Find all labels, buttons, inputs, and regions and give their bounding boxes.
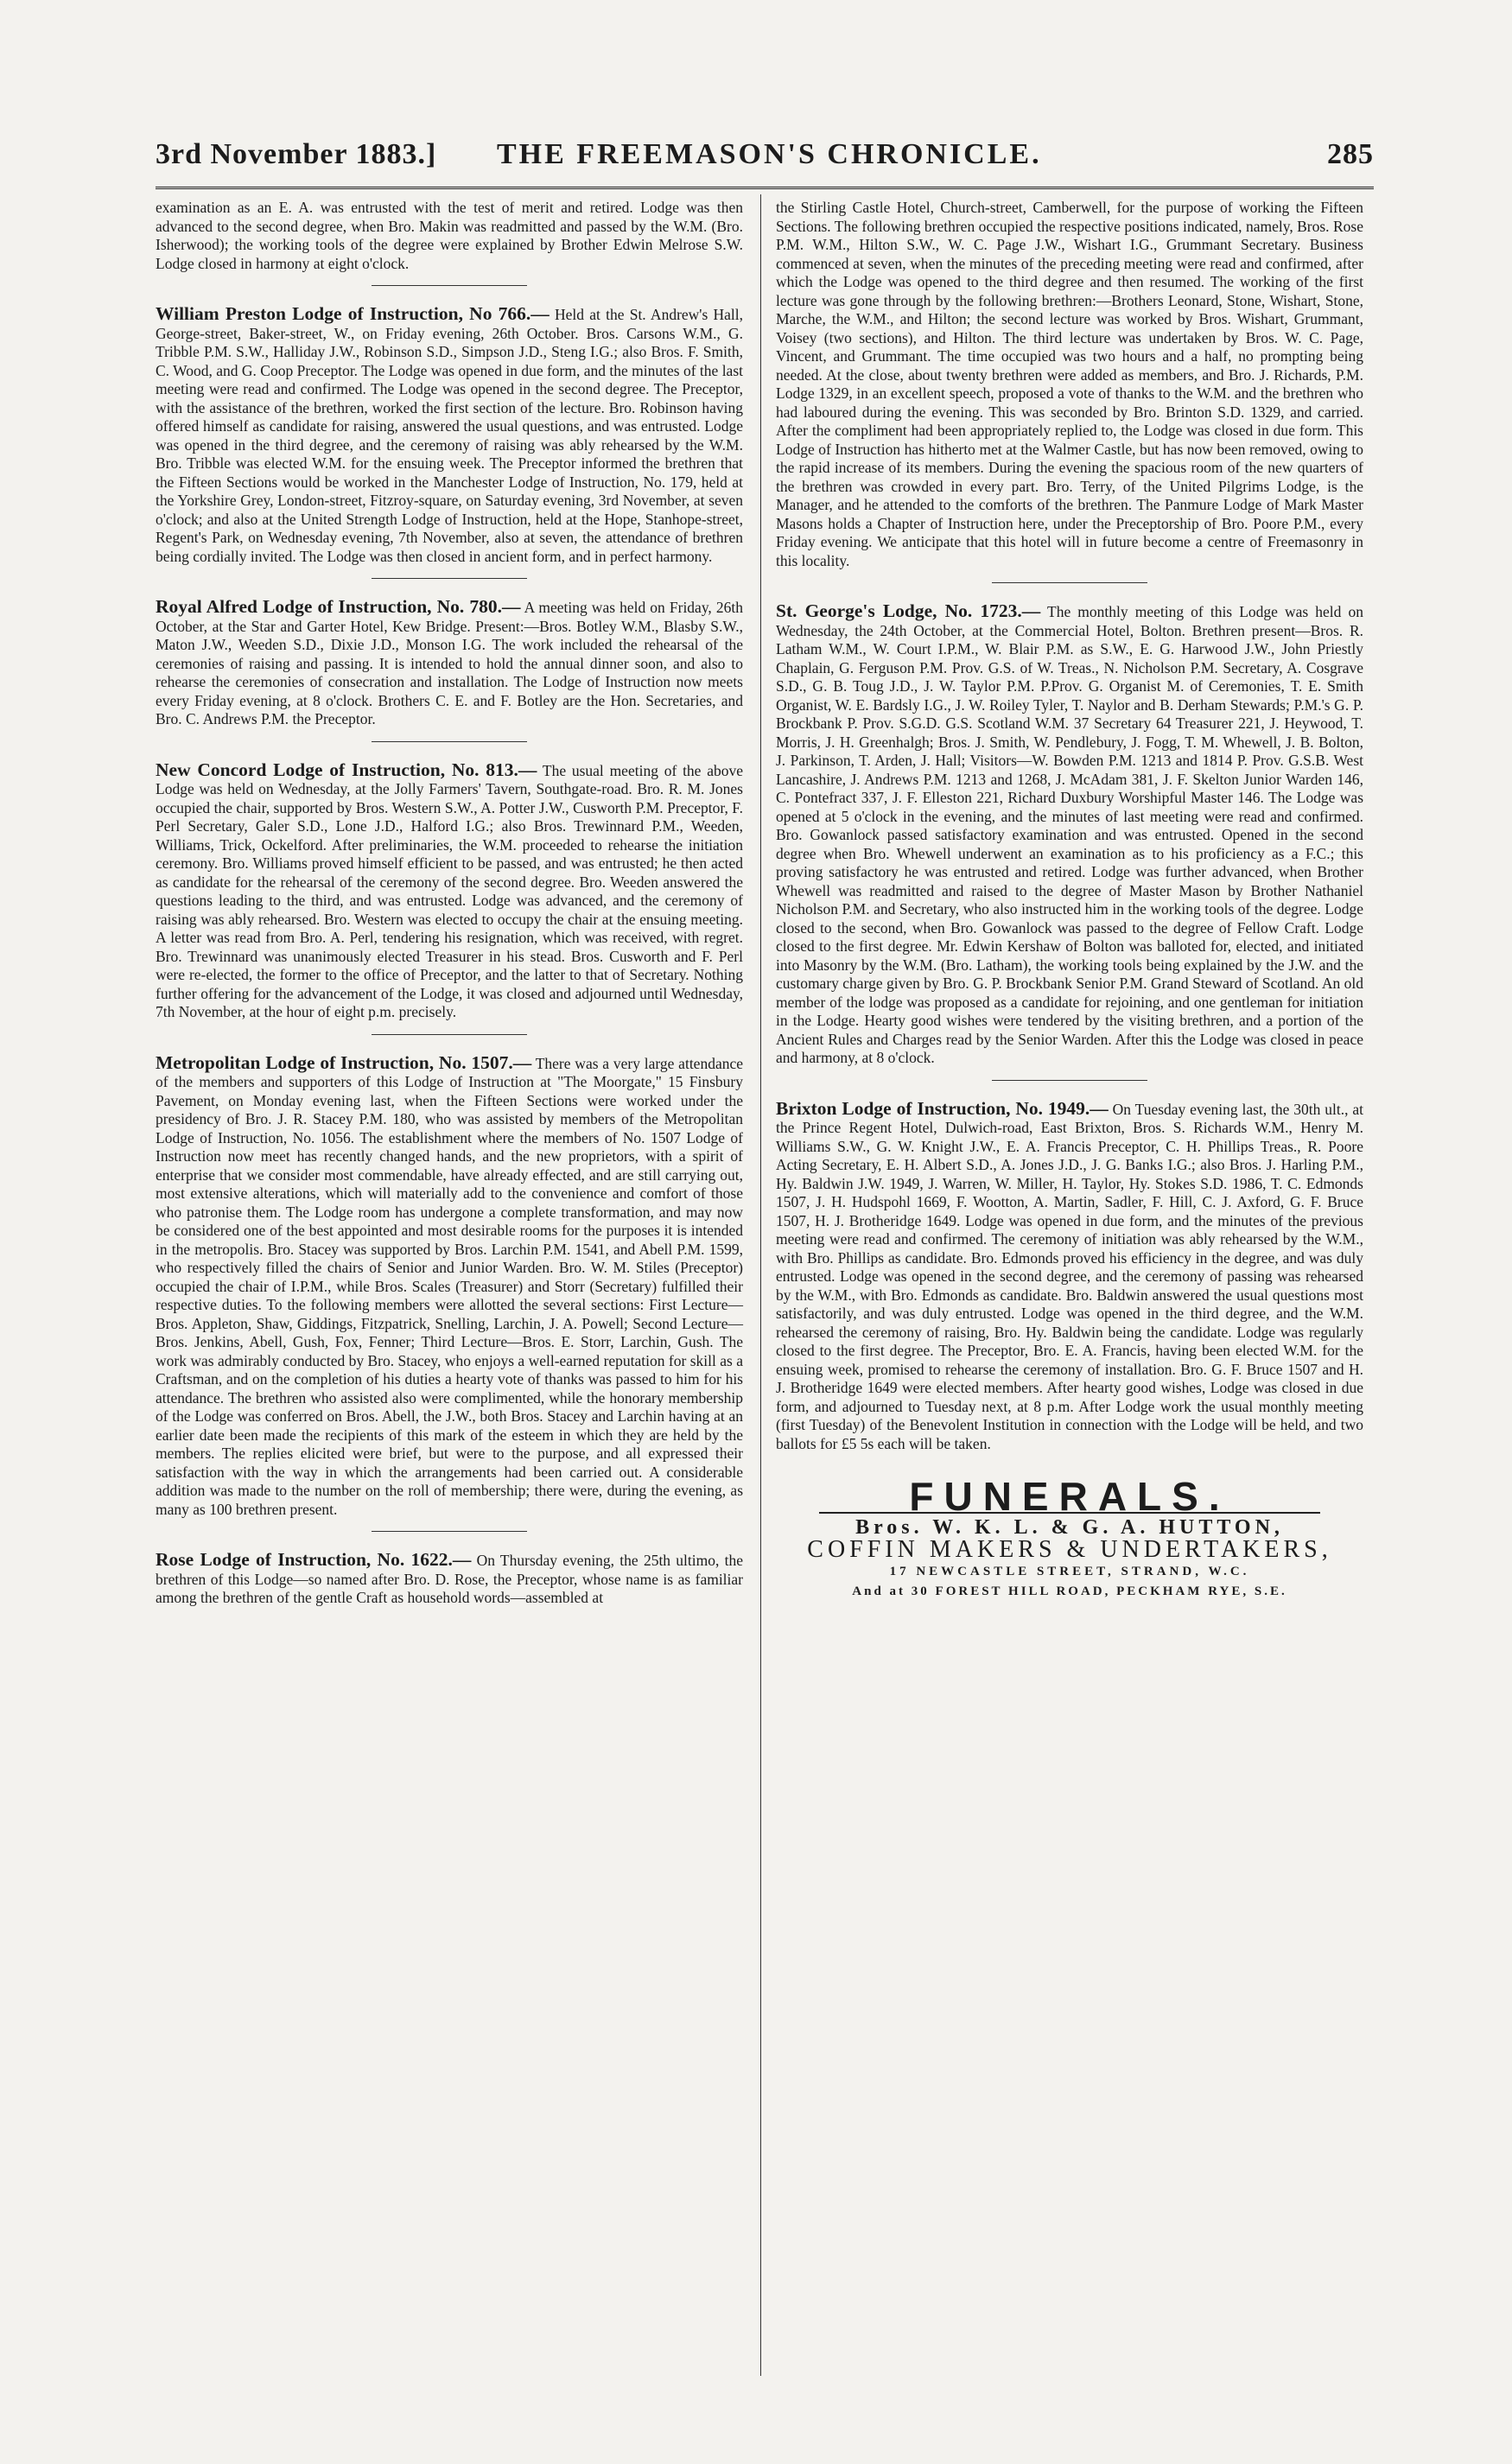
article-separator <box>992 582 1147 583</box>
issue-date: 3rd November 1883.] <box>156 138 437 170</box>
article-title: Metropolitan Lodge of Instruction, No. 1507.— <box>156 1051 532 1073</box>
article-rose-lodge <box>156 1551 743 1608</box>
article-separator <box>372 1034 527 1035</box>
article-body: The usual meeting of the above Lodge was held on Wednesday, at the Jolly Farmers' Tavern, Southgate-road. Bro. R. M. Jones occupied the chair, supported by Bros. Western S.W., A. Potter J.W., Cusworth P.M. Preceptor, F. Perl Secretary, Galer S.D., Lone J.D., Halford I.G.; also Bros. Trewinnard P.M., Weeden, Williams, Trick, Ockelford. After preliminaries, the W.M. proceeded to rehearse the initiation ceremony. Bro. Williams proved himself efficient to be passed, and was entrusted; he then acted as candidate for the rehearsal of the ceremony of the second degree. Bro. Weeden answered the questions leading to the third, and was entrusted. Lodge was advanced, and the ceremony of raising was ably rehearsed. Bro. Western was elected to occupy the chair at the ensuing meeting. A letter was read from Bro. A. Perl, tendering his resignation, which was received, with regret. Bro. Trewinnard was unanimously elected Treasurer in his stead. Bros. Cusworth and F. Perl were re-elected, the former to the office of Preceptor, and the latter to that of Secretary. Nothing further offering for the advancement of the Lodge, it was closed and adjourned until Wednesday, 7th November, at the hour of eight p.m. precisely. <box>156 761 744 1020</box>
funerals-advertisement <box>776 1474 1363 1602</box>
article-st-georges <box>776 602 1363 1068</box>
column-divider <box>760 194 761 2376</box>
article-title: Brixton Lodge of Instruction, No. 1949.— <box>776 1097 1109 1119</box>
article-body: Held at the St. Andrew's Hall, George-street, Baker-street, W., on Friday evening, 26th October. Bros. Carsons W.M., G. Tribble P.M. S.W., Halliday J.W., Robinson S.D., Simpson J.D., Steng I.G.; also Bros. F. Smith, C. Wood, and G. Coop Preceptor. The Lodge was opened in due form, and the minutes of the last meeting were read and confirmed. The Lodge was opened in the second degree. The Preceptor, with the assistance of the brethren, worked the first section of the lecture. Bro. Robinson having offered himself as candidate for raising, answered the usual questions, and was entrusted. Lodge was opened in the third degree, and the ceremony of raising was ably rehearsed by the W.M. Bro. Tribble was elected W.M. for the ensuing week. The Preceptor informed the brethren that the Fifteen Sections would be worked in the Manchester Lodge of Instruction, No. 179, held at the Yorkshire Grey, London-street, Fitzroy-square, on Saturday evening, 3rd November, at seven o'clock; and also at the United Strength Lodge of Instruction, held at the Hope, Stanhope-street, Regent's Park, on Wednesday evening, 7th November, also at seven, the attendance of brethren being cordially invited. The Lodge was then closed in ancient form, and in perfect harmony. <box>156 306 743 565</box>
publication-title: THE FREEMASON'S CHRONICLE. <box>497 138 1042 170</box>
article-separator <box>372 578 527 579</box>
article-title: New Concord Lodge of Instruction, No. 813.— <box>156 759 537 780</box>
advert-address-primary: 17 NEWCASTLE STREET, STRAND, W.C. <box>889 1564 1250 1578</box>
article-metropolitan <box>156 1051 743 1520</box>
article-brixton <box>776 1097 1364 1454</box>
advert-heading: FUNERALS. <box>909 1474 1230 1519</box>
article-body: On Thursday evening, the 25th ultimo, the brethren of this Lodge—so named after Bro. D. Rose, the Preceptor, whose name is as familiar among the brethren of the gentle Craft as household words—assembled at <box>156 1552 744 1606</box>
advert-firm-name: Bros. W. K. L. & G. A. HUTTON, <box>855 1515 1284 1539</box>
article-title: St. George's Lodge, No. 1723.— <box>776 600 1041 621</box>
article-separator <box>372 285 527 286</box>
header-rule <box>156 187 1374 189</box>
article-new-concord <box>156 761 743 1022</box>
article-body: There was a very large attendance of the members and supporters of this Lodge of Instruction at "The Moorgate," 15 Finsbury Pavement, on Monday evening last, when the Fifteen Sections were worked under the presidency of Bro. J. R. Stacey P.M. 180, who was assisted by members of the Metropolitan Lodge of Instruction, No. 1056. The establishment where the members of No. 1507 Lodge of Instruction now meet has recently changed hands, and the new proprietors, with a spirit of enterprise that we consider most commendable, have already effected, and are still carrying out, most extensive alterations, which will materially add to the convenience and comfort of those who patronise them. The Lodge room has undergone a complete transformation, and may now be considered one of the best appointed and most desirable rooms for the purposes it is intended in the metropolis. Bro. Stacey was supported by Bros. Larchin P.M. 1541, and Abell P.M. 1599, who respectively filled the chairs of Senior and Junior Warden. Bro. W. M. Stiles (Preceptor) occupied the chair of I.P.M., while Bros. Scales (Treasurer) and Storr (Secretary) fulfilled their respective duties. To the following members were allotted the several sections: First Lecture—Bros. Appleton, Shaw, Giddings, Fitzpatrick, Snelling, Larchin, J. A. Powell; Second Lecture—Bros. Jenkins, Abell, Gush, Fox, Fenner; Third Lecture—Bros. E. Storr, Larchin, Gush. The work was admirably conducted by Bro. Stacey, who enjoys a well-earned reputation for skill as a Craftsman, and on the completion of his duties a hearty vote of thanks was passed to him for his attendance. The brethren who assisted also were complimented, while the honorary membership of the Lodge was conferred on Bros. Abell, the J.W., both Bros. Stacey and Larchin having at an earlier date been made the recipients of this mark of the esteem in which they are held by the members. The replies elicited were brief, but were to the purpose, and all expressed their satisfaction with the way in which the arrangements had been carried out. A considerable addition was made to the number on the roll of membership; there were, during the evening, as many as 100 brethren present. <box>156 1054 743 1518</box>
article-separator <box>992 1080 1147 1081</box>
advert-address-secondary: And at 30 FOREST HILL ROAD, PECKHAM RYE, S.E. <box>852 1584 1287 1598</box>
masthead <box>156 130 1374 181</box>
article-title: Royal Alfred Lodge of Instruction, No. 780.— <box>156 596 521 617</box>
left-intro-paragraph: examination as an E. A. was entrusted with the test of merit and retired. Lodge was then advanced to the second degree, when Bro. Makin was readmitted and passed by the W.M. (Bro. Isherwood); the working tools of the degree were explained by Brother Edwin Melrose S.W. Lodge closed in harmony at eight o'clock. <box>156 199 743 272</box>
article-royal-alfred <box>156 598 743 729</box>
article-body: On Tuesday evening last, the 30th ult., at the Prince Regent Hotel, Dulwich-road, East Brixton, Bros. S. Richards W.M., Henry M. Williams S.W., G. W. Knight J.W., E. A. Francis Preceptor, C. H. Phillips Treas., R. Poore Acting Secretary, E. H. Albert S.D., A. Jones J.D., J. G. Banks I.G.; also Bros. J. Harling P.M., Hy. Baldwin J.W. 1949, J. Warren, W. Miller, H. Taylor, Hy. Stokes S.D. 1986, T. C. Edmonds 1507, J. H. Hudspohl 1669, F. Wootton, A. Martin, Sadler, F. Hill, C. J. Axford, G. F. Bruce 1507, H. J. Brotheridge 1649. Lodge was opened in due form, and the minutes of the previous meeting were read and confirmed. The ceremony of initiation was ably rehearsed by the W.M., with Bro. Phillips as candidate. Bro. Edmonds proved his efficiency in the degree, and was duly entrusted. Lodge was opened in the second degree, and the ceremony of passing was rehearsed by the W.M., with Bro. Edmonds as candidate. Bro. Baldwin answered the usual questions most satisfactorily, and was duly entrusted. Lodge was opened in the third degree, and the W.M. rehearsed the ceremony of raising, Bro. Hy. Baldwin being the candidate. Lodge was regularly closed to the first degree. The Preceptor, Bro. E. A. Francis, having been elected W.M. for the ensuing week, promised to rehearse the ceremony of installation. Bro. G. F. Bruce 1507 and H. J. Brotheridge 1649 were elected members. After hearty good wishes, Lodge was closed in due form, and adjourned to Tuesday next, at 8 p.m. After Lodge work the usual monthly meeting (first Tuesday) of the Benevolent Institution in connection with the Lodge will be held, and two ballots for £5 5s each will be taken. <box>776 1100 1364 1452</box>
right-intro-paragraph: the Stirling Castle Hotel, Church-street, Camberwell, for the purpose of working the Fifteen Sections. The following brethren occupied the respective positions indicated, namely, Bros. Rose P.M. W.M., Hilton S.W., W. C. Page J.W., Wishart I.G., Grummant Secretary. Business commenced at seven, when the minutes of the preceding meeting were read and confirmed, after which the Lodge was opened to the third degree and then resumed. The working of the first lecture was gone through by the following brethren:—Brothers Leonard, Stone, Wishart, Stone, Marche, the W.M., and Hilton; the second lecture was worked by Bros. Wishart, Grummant, Voisey (two sections), and Hilton. The third lecture was undertaken by Bros. W. C. Page, Vincent, and Grummant. The time occupied was two hours and a half, no prompting being needed. At the close, about twenty brethren were added as members, and Bro. J. Richards, P.M. Lodge 1329, in an excellent speech, proposed a vote of thanks to the W.M. and the brethren who had laboured during the evening. This was seconded by Bro. Brinton S.D. 1329, and carried. After the compliment had been appropriately replied to, the Lodge was closed in due form. This Lodge of Instruction has hitherto met at the Walmer Castle, but has now been removed, owing to the rapid increase of its members. During the evening the spacious room of the new quarters of the brethren was crowded in every part. Bro. Terry, of the United Pilgrims Lodge, is the Manager, and he attended to the comforts of the brethren. The Panmure Lodge of Mark Master Masons holds a Chapter of Instruction here, under the Preceptorship of Bro. Poore P.M., every Friday evening. We anticipate that this hotel will in future become a centre of Freemasonry in this locality. <box>776 199 1363 569</box>
article-title: William Preston Lodge of Instruction, No 766.— <box>156 303 550 324</box>
page-number: 285 <box>1327 138 1374 170</box>
advert-trade: COFFIN MAKERS & UNDERTAKERS, <box>807 1536 1332 1563</box>
right-column <box>776 199 1363 1602</box>
article-separator <box>372 741 527 742</box>
article-body: A meeting was held on Friday, 26th October, at the Star and Garter Hotel, Kew Bridge. Present:—Bros. Botley W.M., Blasby S.W., Maton J.W., Weeden S.D., Dixie J.D., Monson I.G. The work included the rehearsal of the ceremonies of raising and passing. It is intended to hold the annual dinner soon, and also to rehearse the ceremonies of consecration and installation. The Lodge of Instruction now meets every Friday evening, at 8 o'clock. Brothers C. E. and F. Botley are the Hon. Secretaries, and Bro. C. Andrews P.M. the Preceptor. <box>156 599 743 727</box>
article-title: Rose Lodge of Instruction, No. 1622.— <box>156 1549 472 1570</box>
article-separator <box>372 1531 527 1532</box>
left-column <box>156 199 743 1616</box>
article-william-preston <box>156 305 743 566</box>
article-body: The monthly meeting of this Lodge was held on Wednesday, the 24th October, at the Commercial Hotel, Bolton. Brethren present—Bros. R. Latham W.M., W. Court I.P.M., W. Blair P.M. as S.W., E. G. Harwood J.W., John Priestly Chaplain, G. Ferguson P.M. Prov. G.S. of W. Treas., N. Nicholson P.M. Secretary, A. Cosgrave S.D., G. B. Toug J.D., J. W. Taylor P.M. P.Prov. G. Organist M. of Ceremonies, T. E. Smith Organist, W. E. Bardsly I.G., J. W. Roiley Tyler, T. Naylor and B. Derham Stewards; P.M.'s G. P. Brockbank P. Prov. S.G.D. G.S. Scotland W.M. 37 Secretary 64 Treasurer 221, J. Heywood, T. Morris, J. H. Greenhalgh; Bros. J. Smith, W. Pendlebury, J. Fogg, T. M. Whewell, J. B. Bolton, J. Parkinson, T. Arden, J. Hall; Visitors—W. Bowden P.M. 1213 and 1814 P. Prov. G.S.B. West Lancashire, J. Andrews P.M. 1213 and 1268, J. McAdam 381, J. F. Skelton Junior Warden 146, C. Pontefract 337, J. F. Elleston 221, Richard Duxbury Worshipful Master 146. The Lodge was opened at 5 o'clock in the evening, and the minutes of last meeting were read and confirmed. Bro. Gowanlock passed satisfactory examination and was entrusted. Opened in the second degree when Bro. Whewell underwent an examination as to his proficiency as a F.C.; this proving satisfactory he was entrusted and retired. Lodge was further advanced, when Brother Whewell was readmitted and raised to the degree of Master Mason by Brother Nathaniel Nicholson P.M. and Secretary, who also instructed him in the working tools of the degree. Lodge closed to the second, when Bro. Gowanlock was passed to the degree of Fellow Craft. Lodge closed to the first degree. Mr. Edwin Kershaw of Bolton was balloted for, elected, and initiated into Masonry by the W.M. (Bro. Latham), the working tools being explained by the J.W. and the customary charge given by Bro. G. P. Brockbank Senior P.M. Grand Steward of Scotland. An old member of the lodge was proposed as a candidate for rejoining, and one gentleman for initiation in the Lodge. Hearty good wishes were tendered by the visiting brethren, and a portion of the Ancient Rules and Charges read by the Senior Warden. After this the Lodge was closed in peace and harmony, at 8 o'clock. <box>776 603 1363 1066</box>
